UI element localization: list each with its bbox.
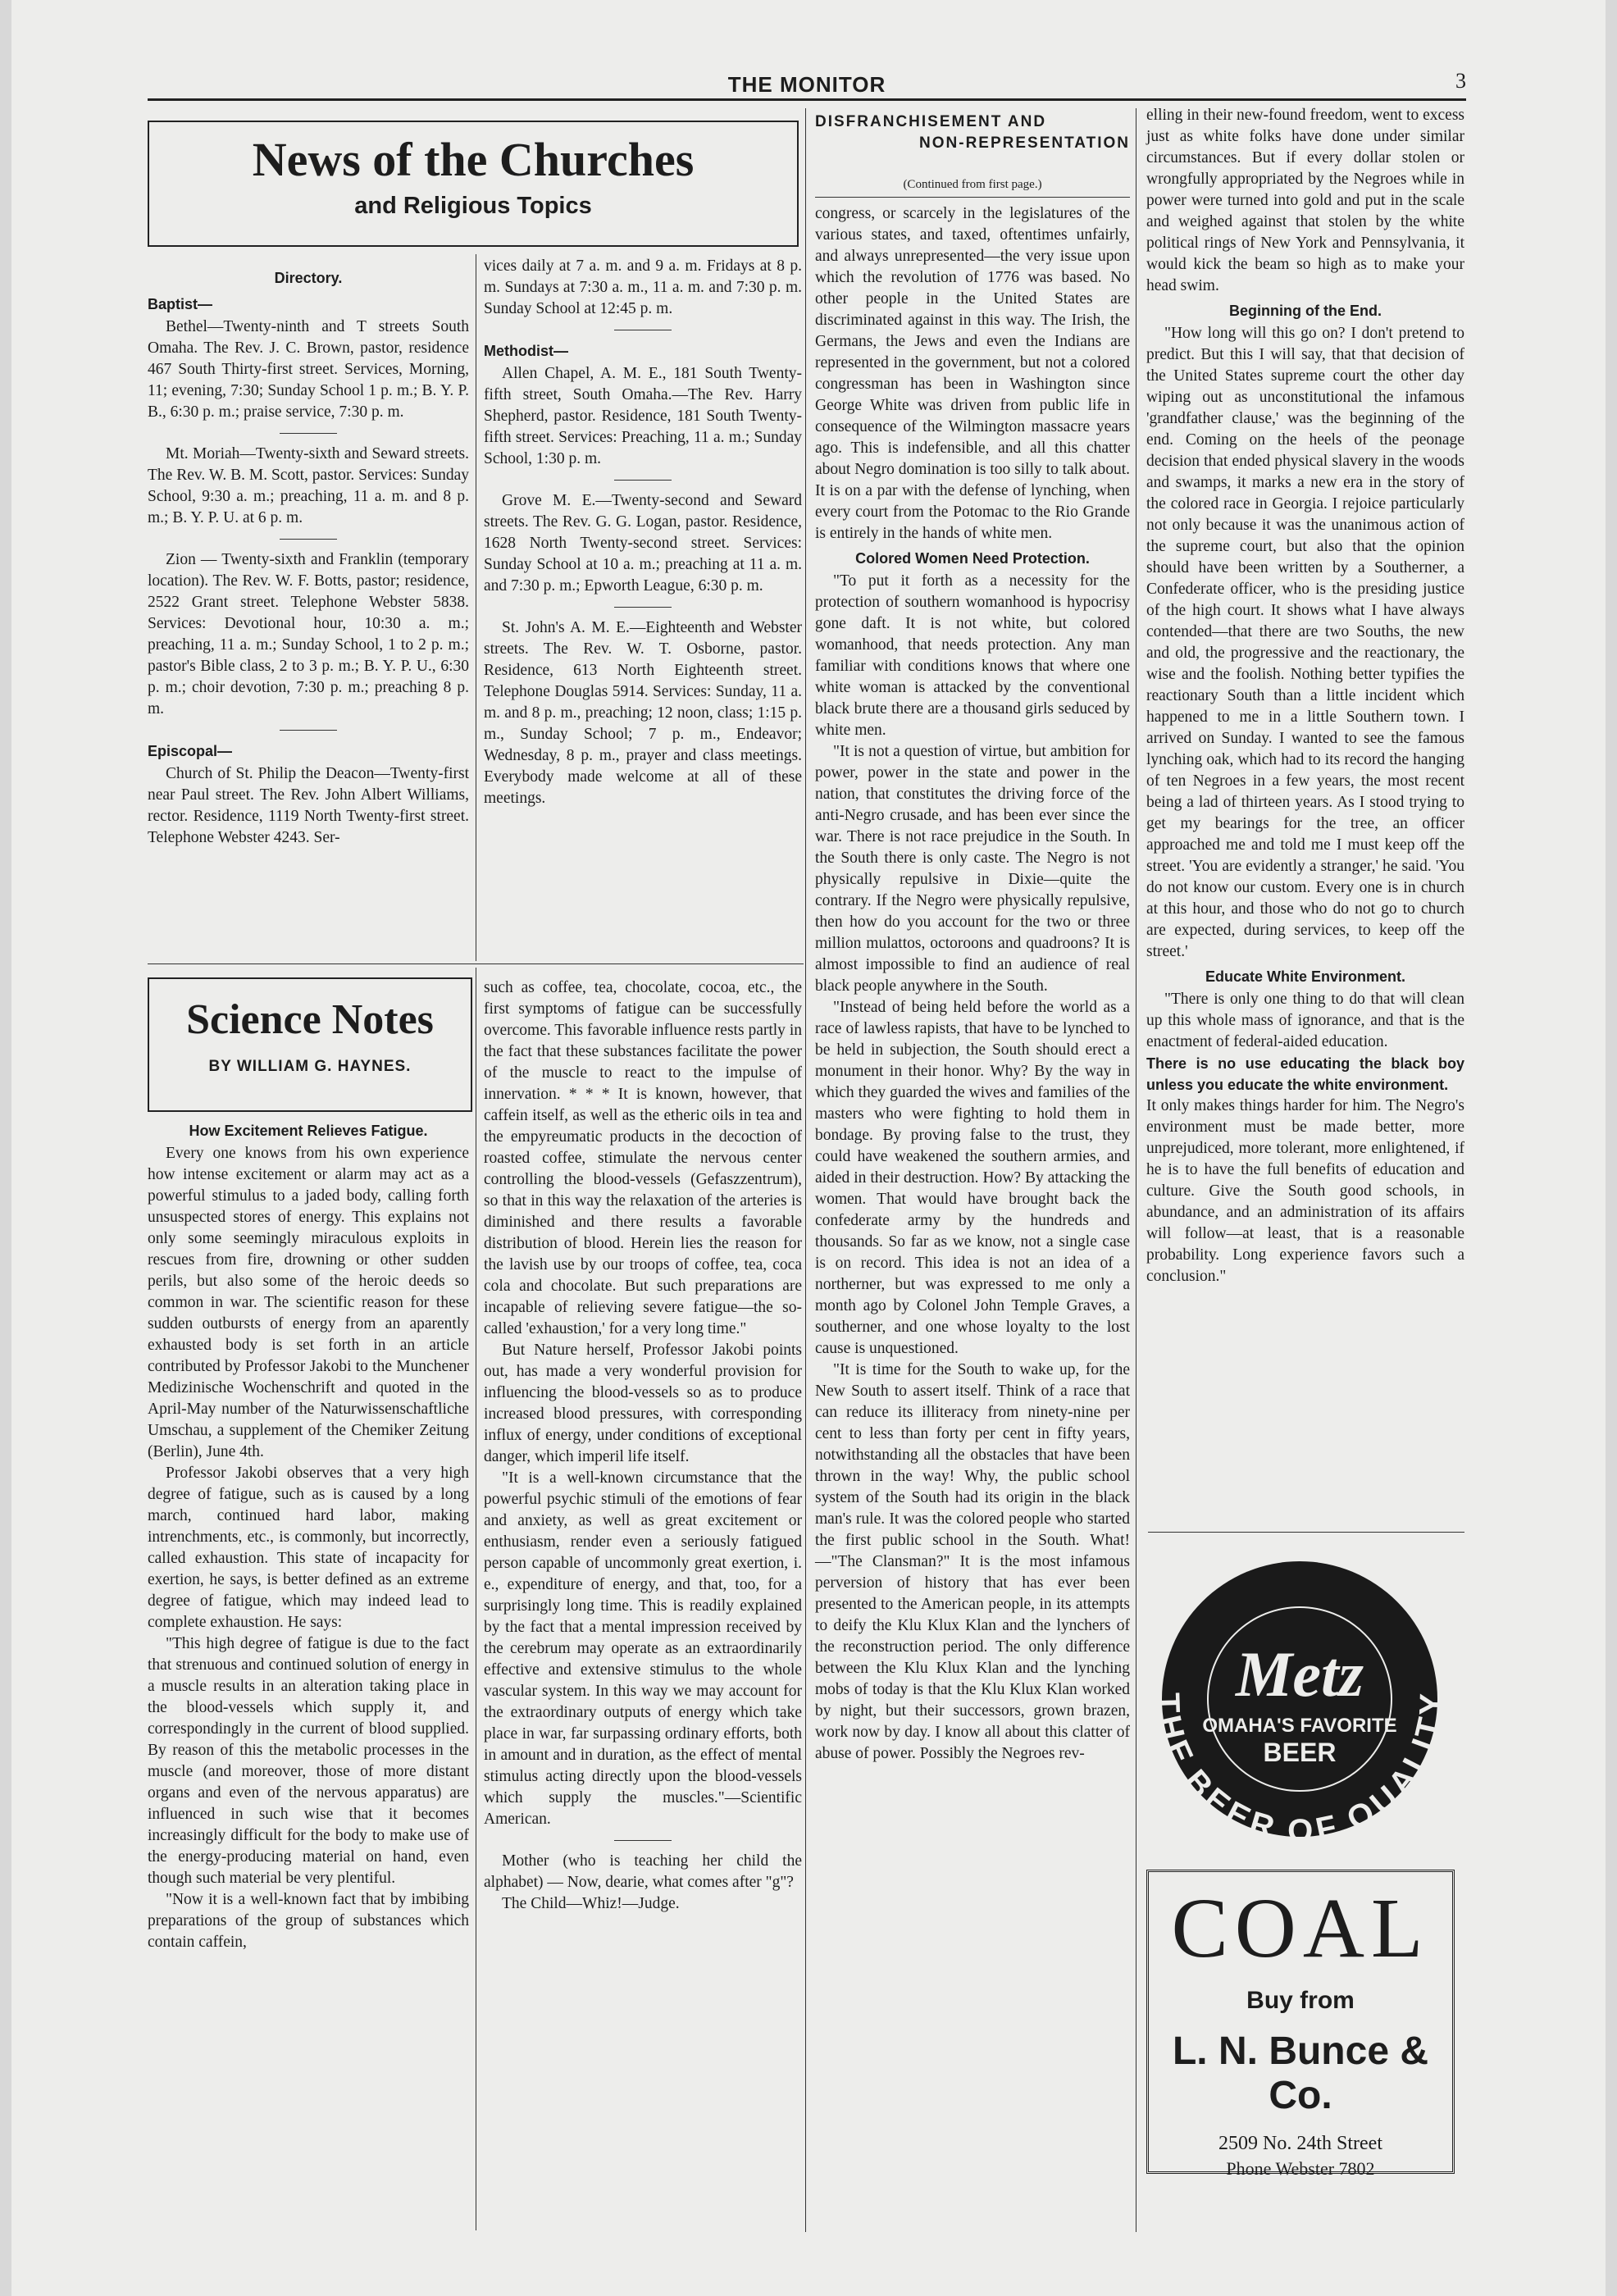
paragraph: "Now it is a well-known fact that by imbibing preparations of the group of substances which contain caffein, <box>148 1891 469 1951</box>
metz-brand: Metz <box>1236 1638 1364 1710</box>
coal-ad <box>1146 1870 1455 2179</box>
separator-rule <box>614 1840 672 1841</box>
science-column-2 <box>484 977 802 1915</box>
separator-rule <box>280 730 337 731</box>
paragraph: "It is not a question of virtue, but ambition for power, power in the state and power in the nation, that constitutes the driving force of the anti-Negro crusade, and has been ever since the war. There is not race prejudice in the South. In the South there is only caste. The Negro is not physically repulsive in Dixie—quite the contrary. If the Negro were physically repulsive, then how do you account for the two or three million mulattos, octoroons and quadroons? It is almost impossible to find an audience of real black people anywhere in the South. <box>815 743 1130 995</box>
metz-beer: BEER <box>1263 1738 1337 1767</box>
churches-subtitle: and Religious Topics <box>354 193 592 219</box>
paragraph: The Child—Whiz!—Judge. <box>502 1895 680 1912</box>
coal-headline: COAL <box>1171 1881 1430 1975</box>
separator-rule <box>614 607 672 608</box>
masthead <box>148 69 1466 102</box>
separator-rule <box>280 539 337 540</box>
paragraph: Zion — Twenty-sixth and Franklin (temporary location). The Rev. W. F. Botts, pastor; residence, 2522 Grant street. Telephone Webster 5838. Services: Devotional hour, 10:30 a. m.; preaching, 11 a. m.; Sunday School, 1 to 2 p. m.; pastor's Bible class, 2 to 3 p. m.; B. Y. P. U., 6:30 p. m.; choir devotion, 7:30 p. m.; preaching 8 p. m. <box>148 551 469 718</box>
disfranchisement-column-1 <box>815 112 1130 1765</box>
science-title: Science Notes <box>186 996 434 1043</box>
metz-seal <box>1144 1558 1455 1837</box>
masthead-title: THE MONITOR <box>727 72 886 97</box>
section-subheading: Beginning of the End. <box>1229 303 1382 319</box>
ad-rule <box>1148 1532 1464 1533</box>
churches-column-1 <box>148 264 469 849</box>
coal-buy-from: Buy from <box>1246 1987 1355 2014</box>
column-rule-2 <box>805 108 806 2232</box>
page-number: 3 <box>1455 69 1466 93</box>
paragraph: vices daily at 7 a. m. and 9 a. m. Fridays at 8 p. m. Sundays at 7:30 a. m., 11 a. m. and 7:30 p. m. Sunday School at 12:45 p. m. <box>484 257 802 317</box>
metz-ask-for <box>1144 1558 1329 1566</box>
paragraph: Grove M. E.—Twenty-second and Seward streets. The Rev. G. G. Logan, pastor. Residence, 1628 North Twenty-second street. Services: Sunday School at 10 a. m.; preaching at 11 a. m. and 7:30 p. m.; Epworth League, 6:30 p. m. <box>484 492 802 594</box>
disfran-title-2: NON-REPRESENTATION <box>919 134 1130 152</box>
paragraph: "It is time for the South to wake up, for the New South to assert itself. Think of a race that can reduce its illiteracy from ninety-nine per cent to less than forty per cent in fifty years, notwithstanding all the obstacles that have been thrown in the way! Why, the public school system of the South had its origin in the black man's rule. It was the colored people who started the first public school in the South. What!—"The Clansman?" It is the most infamous perversion of history that has ever been presented to the American people, in its attempts to deify the Klu Klux Klan and the lynchers of the reconstruction period. The only difference between the Klu Klux Klan and the lynching mobs of today is that the Klu Klux Klan worked by night, but their successors, grown brazen, work now by day. I know all about this clatter of abuse of power. Possibly the Negroes rev- <box>815 1361 1130 1762</box>
coal-address: 2509 No. 24th Street <box>1218 2133 1382 2154</box>
science-header-box <box>148 977 472 1112</box>
coal-company: L. N. Bunce & Co. <box>1172 2029 1429 2117</box>
section-subheading: Episcopal— <box>148 743 233 759</box>
metz-beer-of-quality: THE BEER OF QUALITY <box>1149 1692 1451 1837</box>
paragraph: congress, or scarcely in the legislatures of the various states, and taxed, oftentimes unfairly, and always unrepresented—the very issue upon which the revolution of 1776 was based. No other people in the United States are discriminated against in this way. The Irish, the Germans, the Jews and even the Indians are represented in the government, but not a colored congressman has been in Washington since George White was driven from public life in consequence of the Wilmington massacre years ago. This is indefensible, and all this chatter about Negro domination is too silly to talk about. It is on a par with the defense of lynching, when every court from the Potomac to the Rio Grande is entirely in the hands of white men. <box>815 205 1131 542</box>
section-subheading: Educate White Environment. <box>1205 968 1406 985</box>
paragraph: "This high degree of fatigue is due to the fact that strenuous and continued solution of energy in a muscle results in an alteration taking place in the blood-vessels which supply it, and correspondingly in the current of blood supplied. By reason of this the metabolic processes in the muscle (and moreover, those of more distant organs and even of the nervous apparatus) are influenced in such wise that it becomes increasingly difficult for the body to make use of the energy-producing material on hand, even though such material be very plentiful. <box>148 1635 469 1887</box>
science-byline: BY WILLIAM G. HAYNES. <box>208 1058 412 1075</box>
paragraph: But Nature herself, Professor Jakobi points out, has made a very wonderful provision for influencing the blood-vessels so as to produce increased blood pressures, with corresponding influx of energy, under conditions of exceptional danger, which imperil life itself. <box>484 1342 802 1465</box>
paragraph: elling in their new-found freedom, went to excess just as white folks have done under similar circumstances. But if every dollar stolen or wrongfully appropriated by the Negroes while in power were turned into gold and put in the scale and weighed against that stolen by the white political rings of New York and Pennsylvania, it would kick the beam so high as to make your head swim. <box>1146 107 1464 294</box>
paragraph: Church of St. Philip the Deacon—Twenty-first near Paul street. The Rev. John Albert Williams, rector. Residence, 1119 North Twenty-first street. Telephone Webster 4243. Ser- <box>148 765 469 846</box>
science-column-1 <box>148 1117 469 1953</box>
separator-rule <box>614 480 672 481</box>
paragraph: Allen Chapel, A. M. E., 181 South Twenty-fifth street, South Omaha.—The Rev. Harry Shepherd, pastor. Residence, 181 South Twenty-fifth street. Services: Preaching, 11 a. m.; Sunday School, 1:30 p. m. <box>484 365 802 467</box>
section-subheading: Baptist— <box>148 296 213 312</box>
churches-title: News of the Churches <box>252 133 695 186</box>
churches-header-box <box>148 121 799 247</box>
separator-rule <box>280 433 337 434</box>
churches-column-2 <box>484 256 802 809</box>
paragraph: Every one knows from his own experience how intense excitement or alarm may act as a powerful stimulus to a jaded body, calling forth unsuspected stores of energy. This explains not only some seemingly miraculous exploits in rescues from fire, drowning or other sudden perils, but also some of the heroic deeds so common in war. The scientific reason for these sudden outbursts of energy from an aparently exhausted body is set forth in an article contributed by Professor Jakobi to the Munchener Medizinische Wochenschrift and quoted in the April-May number of the Naturwissenschaftliche Umschau, a supplement of the Chemiker Zeitung (Berlin), June 4th. <box>148 1145 469 1460</box>
paragraph: "How long will this go on? I don't pretend to predict. But this I will say, that that decision of the United States supreme court the other day wiping out as unconstitutional the infamous 'grandfather clause,' was the beginning of the end. Coming on the heels of the peonage decision that ended physical slavery in the woods and swamps, it marks a new era in the story of the colored race in Georgia. I rejoice particularly not only because it was the unanimous action of the supreme court, but also that the opinion should have been written by a Southerner, a Confederate officer, who is the presiding justice of the high court. It shows what I have always contended—that there are two Souths, the new and old, the progressive and the reactionary, the wise and the foolish. Nothing better typifies the reactionary South than a little incident which happened to me in a little Southern town. I arrived on Sunday. I wanted to see the famous lynching oak, which had to its record the hanging of ten Negroes in a few years, the most recent being a lad of thirteen years. As I stood trying to get my bearings for the tree, an officer approached me and told me I must keep off the street. 'You are evidently a stranger,' he said. 'You do not know our custom. Every one is in church at this hour, and those who do not go to church are expected, during services, to keep off the street.' <box>1146 325 1464 960</box>
paragraph: Bethel—Twenty-ninth and T streets South Omaha. The Rev. J. C. Brown, pastor, residence 467 South Thirty-first street. Services, Morning, 11; evening, 7:30; Sunday School 1 p. m.; B. Y. P. B., 6:30 p. m.; praise service, 7:30 p. m. <box>148 318 469 421</box>
paragraph: "To put it forth as a necessity for the protection of southern womanhood is hypocrisy gone daft. It is not white, but colored womanhood, that needs protection. Any man familiar with conditions knows that where one white woman is attacked by the conventional black brute there are a thousand girls seduced by white men. <box>815 572 1130 739</box>
paragraph: Professor Jakobi observes that a very high degree of fatigue, such as is caused by a long march, continued hard labor, making intrenchments, etc., is commonly, but incorrectly, called exhaustion. This state of incapacity for exertion, he says, is better defined as an extreme degree of fatigue, which may indeed lead to complete exhaustion. He says: <box>148 1465 469 1631</box>
paragraph: such as coffee, tea, chocolate, cocoa, etc., the first symptoms of fatigue can be successfully overcome. This favorable influence rests partly in the fact that these substances facilitate the power of the muscle to react to the impulse of innervation. * * * It is known, however, that caffein itself, as well as the etheric oils in tea and the empyreumatic products in the decoction of roasted coffee, stimulate the nervous center controlling the blood-vessels (Gefaszzentrum), so that in this way the relaxation of the arteries is diminished and there results a favorable distribution of blood. Herein lies the reason for the lavish use by our troops of coffee, tea, coca cola and chocolate. But such preparations are incapable of relieving severe fatigue—the so-called 'exhaustion,' for a very long time." <box>484 979 802 1337</box>
continued-note: (Continued from first page.) <box>903 178 1042 191</box>
section-subheading: Methodist— <box>484 343 568 359</box>
paragraph: Mother (who is teaching her child the alphabet) — Now, dearie, what comes after "g"? <box>484 1852 802 1891</box>
paragraph: "It is a well-known circumstance that the powerful psychic stimuli of the emotions of fear and anxiety, as well as great excitement or enthusiasm, render even a seriously fatigued person capable of uncommonly great exertion, i. e., expenditure of energy, and that, too, for a surprisingly long time. This is readily explained by the fact that a mental impression received by the cerebrum may operate as an extraordinarily effective and extensive stimulus to the whole vascular system. In this way we may account for the extraordinary outputs of energy which take place in war, far surpassing ordinary efforts, both in amount and in duration, as the effect of mental stimulus acting directly upon the blood-vessels which supply the muscles."—Scientific American. <box>484 1469 802 1828</box>
masthead-rule <box>148 98 1466 101</box>
disfran-title-1: DISFRANCHISEMENT AND <box>815 113 1047 130</box>
paragraph: "There is only one thing to do that will clean up this whole mass of ignorance, and that is the enactment of federal-aided education. <box>1146 991 1464 1050</box>
section-subheading: How Excitement Relieves Fatigue. <box>189 1123 428 1139</box>
paragraph: "Instead of being held before the world as a race of lawless rapists, that have to be lynched to be held in subjection, the South should erect a monument in their honor. Why? By the way in which they guarded the wives and families of the masters who were fighting to hold them in bondage. By proving false to the trust, they could have weakened the southern armies, and aided in their destruction. How? By attacking the women. That would have brought back the confederate army by the hundreds and thousands. So far as we know, not a single case is on record. This idea is not an idea of a northerner, but was expressed to me only a month ago by Colonel John Temple Graves, a southerner, and one whose loyalty to the lost cause is unquestioned. <box>815 999 1130 1357</box>
metz-tagline: OMAHA'S FAVORITE <box>1202 1715 1397 1737</box>
bold-paragraph: There is no use educating the black boy unless you educate the white environment. <box>1146 1055 1464 1093</box>
section-subheading: Colored Women Need Protection. <box>855 550 1090 567</box>
coal-phone: Phone Webster 7802 <box>1226 2158 1375 2179</box>
metz-beer-ad <box>1144 1558 1455 1837</box>
paragraph: St. John's A. M. E.—Eighteenth and Webster streets. The Rev. W. T. Osborne, pastor. Residence, 613 North Eighteenth street. Telephone Douglas 5914. Services: Sunday, 11 a. m. and 8 p. m., preaching; 12 noon, class; 1:15 p. m., Sunday School; 7 p. m., Endeavor; Wednesday, 8 p. m., prayer and class meetings. Everybody made welcome at all of these meetings. <box>484 619 802 807</box>
directory-heading: Directory. <box>274 270 343 286</box>
section-rule <box>148 963 804 964</box>
paragraph: It only makes things harder for him. The Negro's environment must be made better, more unprejudiced, more tolerant, more enlightened, if he is to have the full benefits of education and culture. Give the South good schools, in abundance, and an administration of its affairs will follow—at least, that is a reasonable probability. Long experience favors such a conclusion." <box>1146 1097 1464 1285</box>
disfranchisement-column-2 <box>1146 105 1464 1287</box>
paragraph: Mt. Moriah—Twenty-sixth and Seward streets. The Rev. W. B. M. Scott, pastor. Services: Sunday School, 9:30 a. m.; preaching, 11 a. m. and 8 p. m.; B. Y. P. U. at 6 p. m. <box>148 445 469 526</box>
